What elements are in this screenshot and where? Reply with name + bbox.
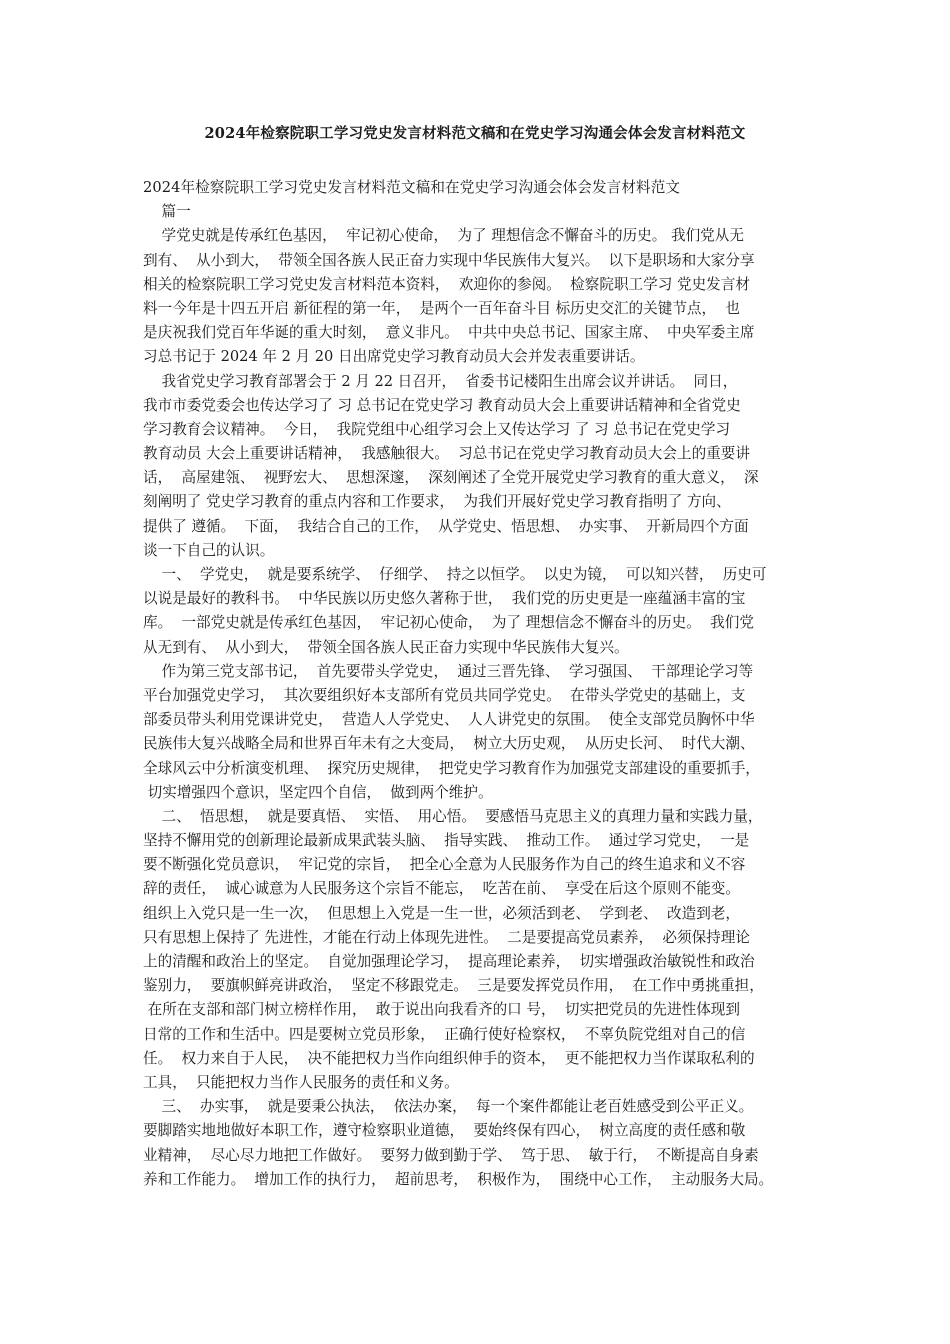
paragraph-line: 刻阐明了 党史学习教育的重点内容和工作要求， 为我们开展好党史学习教育指明了 方向、 (143, 493, 731, 511)
paragraph-line: 鉴别力， 要旗帜鲜亮讲政治， 坚定不移跟党走。 三是要发挥党员作用， 在工作中勇挑重担， (143, 977, 764, 995)
paragraph-line: 日常的工作和生活中。四是要树立党员形象， 正确行使好检察权， 不辜负院党组对自己的信 (143, 1025, 746, 1043)
paragraph-line: 要不断强化党员意识， 牢记党的宗旨， 把全心全意为人民服务作为自己的终生追求和义不容 (143, 856, 746, 874)
paragraph-line: 切实增强四个意识，坚定四个自信， 做到两个维护。 (143, 783, 493, 801)
paragraph-line: 谈一下自己的认识。 (143, 541, 275, 559)
paragraph-line: 是庆祝我们党百年华诞的重大时刻， 意义非凡。 中共中央总书记、国家主席、 中央军委主席 (143, 324, 755, 342)
paragraph-line: 教育动员 大会上重要讲话精神， 我感触很大。 习总书记在党史学习教育动员大会上的重要讲 (143, 445, 750, 463)
paragraph-line: 库。 一部党史就是传承红色基因， 牢记初心使命， 为了 理想信念不懈奋斗的历史。 我们党 (143, 614, 754, 632)
paragraph-line: 我省党史学习教育部署会于 2 月 22 日召开， 省委书记楼阳生出席会议并讲话。 同日， (143, 372, 738, 390)
paragraph-line: 作为第三党支部书记， 首先要带头学党史， 通过三晋先锋、 学习强国、 干部理论学习等 (143, 662, 754, 680)
document-subtitle: 2024年检察院职工学习党史发言材料范文稿和在党史学习沟通会体会发言材料范文 (143, 179, 681, 196)
paragraph-line: 坚持不懈用党的创新理论最新成果武装头脑、 指导实践、 推动工作。 通过学习党史， 一是 (143, 832, 750, 850)
page-title: 2024年检察院职工学习党史发言材料范文稿和在党史学习沟通会体会发言材料范文 (204, 125, 746, 142)
paragraph-line: 学习教育会议精神。 今日， 我院党组中心组学习会上又传达学习 了 习 总书记在党史学习 (143, 420, 731, 438)
paragraph-line: 学党史就是传承红色基因， 牢记初心使命， 为了 理想信念不懈奋斗的历史。 我们党从无 (143, 227, 744, 245)
paragraph-line: 到有、 从小到大， 带领全国各族人民正奋力实现中华民族伟大复兴。 以下是职场和大家分享 (143, 251, 755, 269)
paragraph-line: 在所在支部和部门树立榜样作用， 敢于说出向我看齐的口 号， 切实把党员的先进性体现到 (143, 1001, 740, 1019)
paragraph-line: 从无到有、 从小到大， 带领全国各族人民正奋力实现中华民族伟大复兴。 (143, 638, 629, 656)
paragraph-line: 篇一 (143, 203, 191, 221)
paragraph-line: 工具， 只能把权力当作人民服务的责任和义务。 (143, 1073, 459, 1091)
paragraph-line: 话， 高屋建瓴、 视野宏大、 思想深邃， 深刻阐述了全党开展党史学习教育的重大意义， 深 (143, 469, 759, 487)
paragraph-line: 二、 悟思想， 就是要真悟、 实悟、 用心悟。 要感悟马克思主义的真理力量和实践力量， (143, 807, 763, 825)
paragraph-line: 我市市委党委会也传达学习了 习 总书记在党史学习 教育动员大会上重要讲话精神和全省党史 (143, 396, 741, 414)
document-body (143, 176, 818, 1192)
paragraph-line: 养和工作能力。 增加工作的执行力， 超前思考， 积极作为， 围绕中心工作， 主动服务大局。 (143, 1170, 774, 1188)
paragraph-line: 平台加强党史学习， 其次要组织好本支部所有党员共同学党史。 在带头学党史的基础上，支 (143, 686, 746, 704)
paragraph-line: 料一今年是十四五开启 新征程的第一年， 是两个一百年奋斗目 标历史交汇的关键节点， 也 (143, 299, 740, 317)
paragraph-line: 任。 权力来自于人民， 决不能把权力当作向组织伸手的资本， 更不能把权力当作谋取私利的 (143, 1049, 755, 1067)
paragraph-line: 习总书记于 2024 年 2 月 20 日出席党史学习教育动员大会并发表重要讲话。 (143, 348, 645, 366)
paragraph-line: 只有思想上保持了 先进性，才能在行动上体现先进性。 二是要提高党员素养， 必须保持理论 (143, 928, 750, 946)
paragraph-line: 部委员带头利用党课讲党史， 营造人人学党史、 人人讲党史的氛围。 使全支部党员胸怀中华 (143, 711, 755, 729)
paragraph-line: 提供了 遵循。 下面， 我结合自己的工作， 从学党史、悟思想、 办实事、 开新局四个方面 (143, 517, 749, 535)
paragraph-line: 业精神， 尽心尽力地把工作做好。 要努力做到勤于学、 笃于思、 敏于行， 不断提高自身素 (143, 1146, 759, 1164)
paragraph-line: 要脚踏实地地做好本职工作，遵守检察职业道德， 要始终保有四心， 树立高度的责任感和敬 (143, 1122, 746, 1140)
paragraph-line: 三、 办实事， 就是要秉公执法， 依法办案， 每一个案件都能让老百姓感受到公平正义。 (143, 1098, 754, 1116)
paragraph-line: 辞的责任， 诚心诚意为人民服务这个宗旨不能忘， 吃苦在前、 享受在后这个原则不能变。 (143, 880, 740, 898)
paragraph-line: 民族伟大复兴战略全局和世界百年未有之大变局， 树立大历史观， 从历史长河、 时代大潮、 (143, 735, 755, 753)
paragraph-line: 上的清醒和政治上的坚定。 自觉加强理论学习， 提高理论素养， 切实增强政治敏锐性和政治 (143, 953, 755, 970)
paragraph-line: 以说是最好的教科书。 中华民族以历史悠久著称于世， 我们党的历史更是一座蕴涵丰富的宝 (143, 590, 746, 608)
paragraph-line: 一、 学党史， 就是要系统学、 仔细学、 持之以恒学。 以史为镜， 可以知兴替， 历史可 (143, 566, 767, 583)
paragraph-line: 组织上入党只是一生一次， 但思想上入党是一生一世，必须活到老、 学到老、 改造到老， (143, 904, 740, 922)
paragraph-line: 全球风云中分析演变机理、 探究历史规律， 把党史学习教育作为加强党支部建设的重要抓手， (143, 759, 760, 777)
paragraph-line: 相关的检察院职工学习党史发言材料范本资料， 欢迎你的参阅。 检察院职工学习 党史发言材 (143, 275, 750, 293)
